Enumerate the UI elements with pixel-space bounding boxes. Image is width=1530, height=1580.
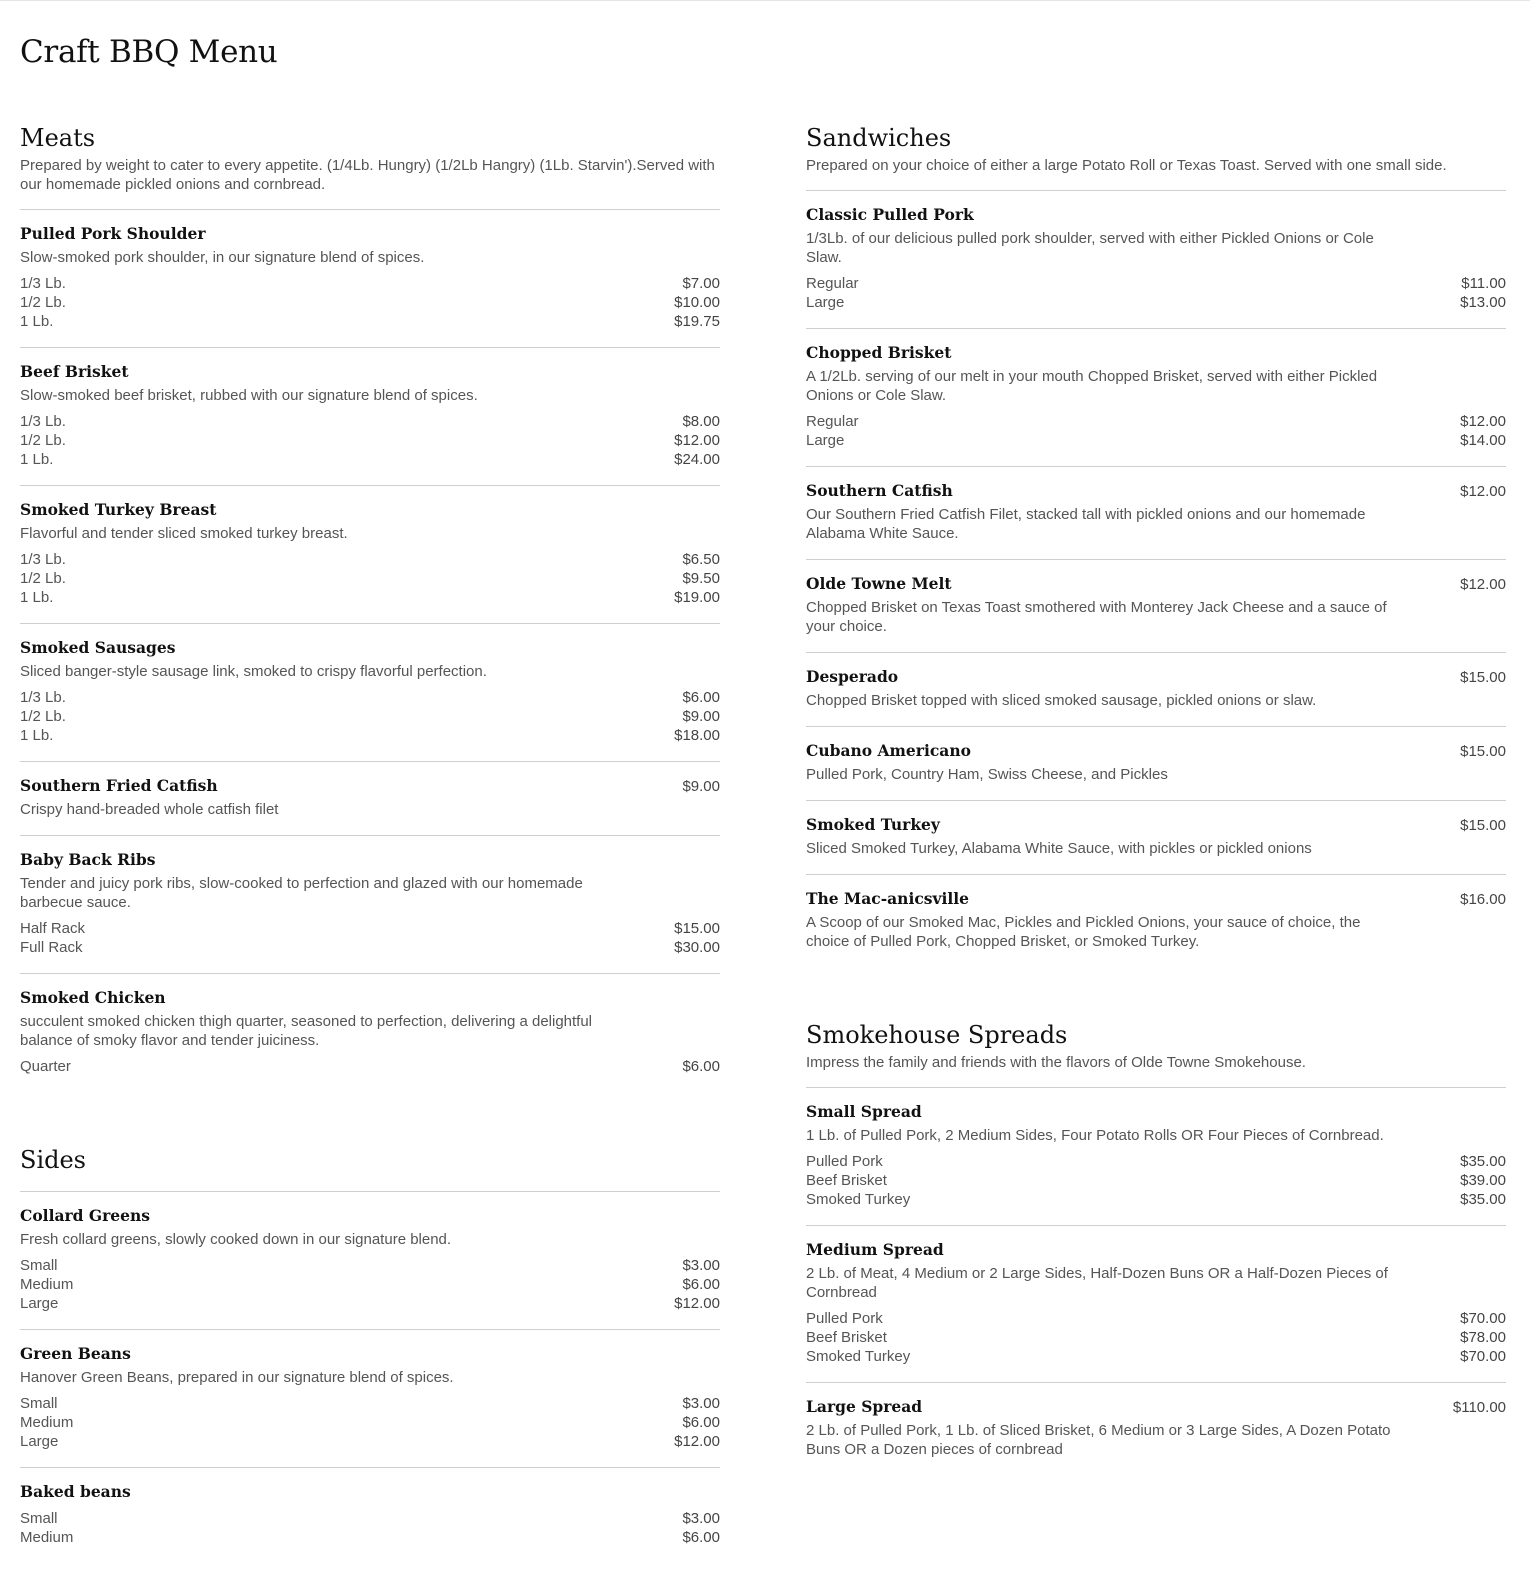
option-price: $12.00: [1460, 413, 1506, 430]
option-price: $6.50: [682, 551, 720, 568]
option-label: 1/2 Lb.: [20, 432, 66, 449]
menu-item-price: $110.00: [1452, 1399, 1506, 1416]
menu-item-description: 2 Lb. of Meat, 4 Medium or 2 Large Sides, Half-Dozen Buns OR a Half-Dozen Pieces of Cornbread: [806, 1265, 1388, 1301]
option-price: $8.00: [682, 413, 720, 430]
option-price: $70.00: [1460, 1310, 1506, 1327]
menu-item[interactable]: [806, 467, 1506, 560]
menu-item-header: [20, 224, 720, 244]
option-price: $9.00: [682, 708, 720, 725]
menu-item-name: Southern Catfish: [806, 481, 953, 500]
menu-item[interactable]: [806, 875, 1506, 967]
menu-item[interactable]: [20, 486, 720, 624]
section-description: Impress the family and friends with the flavors of Olde Towne Smokehouse.: [806, 1054, 1306, 1071]
menu-column-right: [806, 122, 1506, 1475]
menu-item-name: Large Spread: [806, 1397, 923, 1416]
menu-item-price: $16.00: [1460, 891, 1506, 908]
menu-item-description: Pulled Pork, Country Ham, Swiss Cheese, and Pickles: [806, 766, 1168, 783]
price-option: [20, 1528, 720, 1547]
price-option: [806, 274, 1506, 293]
option-label: Pulled Pork: [806, 1310, 883, 1327]
option-price: $3.00: [682, 1257, 720, 1274]
option-label: Large: [806, 294, 845, 311]
menu-item-description: Flavorful and tender sliced smoked turkey breast.: [20, 525, 348, 542]
price-option: [806, 412, 1506, 431]
menu-item-name: Smoked Turkey: [806, 815, 940, 834]
option-label: 1/3 Lb.: [20, 689, 66, 706]
option-price: $39.00: [1460, 1172, 1506, 1189]
menu-section-sides: [20, 1144, 720, 1563]
section-description: Prepared on your choice of either a large Potato Roll or Texas Toast. Served with one small side.: [806, 157, 1447, 174]
menu-item[interactable]: [806, 329, 1506, 467]
menu-item-header: [20, 1482, 720, 1502]
section-title: Meats: [20, 124, 96, 152]
price-option: [20, 726, 720, 745]
menu-item-description: Hanover Green Beans, prepared in our signature blend of spices.: [20, 1369, 454, 1386]
menu-section-meats: [20, 122, 720, 1092]
price-option: [20, 412, 720, 431]
option-price: $24.00: [674, 451, 720, 468]
menu-section-smokehouse-spreads: [806, 1019, 1506, 1475]
menu-item-price: $9.00: [682, 778, 720, 795]
menu-item-description: Fresh collard greens, slowly cooked down in our signature blend.: [20, 1231, 452, 1248]
menu-item-header: [806, 815, 1506, 835]
menu-item-header: [806, 1397, 1506, 1417]
price-option: [20, 1413, 720, 1432]
option-label: Medium: [20, 1529, 74, 1546]
option-price: $3.00: [682, 1395, 720, 1412]
option-label: Half Rack: [20, 920, 86, 937]
option-price: $7.00: [682, 275, 720, 292]
option-label: 1/3 Lb.: [20, 413, 66, 430]
option-price: $6.00: [682, 1058, 720, 1075]
menu-item-price: $15.00: [1460, 743, 1506, 760]
menu-item-description: Tender and juicy pork ribs, slow-cooked to perfection and glazed with our homemade barbecue sauce.: [20, 875, 583, 911]
menu-item-description: Slow-smoked beef brisket, rubbed with our signature blend of spices.: [20, 387, 478, 404]
option-label: Smoked Turkey: [806, 1348, 911, 1365]
menu-item-header: [806, 741, 1506, 761]
price-option: [20, 1294, 720, 1313]
menu-item-name: The Mac-anicsville: [806, 889, 970, 908]
menu-item-name: Medium Spread: [806, 1240, 944, 1259]
option-label: Medium: [20, 1276, 74, 1293]
menu-item-price: $12.00: [1460, 483, 1506, 500]
menu-item-options: [806, 274, 1506, 312]
menu-item-name: Classic Pulled Pork: [806, 205, 974, 224]
menu-item-options: [20, 688, 720, 745]
menu-item-price: $15.00: [1460, 817, 1506, 834]
menu-item-price: $12.00: [1460, 576, 1506, 593]
menu-item-description: Sliced banger-style sausage link, smoked to crispy flavorful perfection.: [20, 663, 487, 680]
menu-item-options: [20, 1256, 720, 1313]
price-option: [806, 431, 1506, 450]
price-option: [20, 312, 720, 331]
menu-item-description: A Scoop of our Smoked Mac, Pickles and Pickled Onions, your sauce of choice, the choice of Pulled Pork, Chopped Brisket, or Smoked Turkey.: [806, 914, 1361, 950]
option-label: 1/2 Lb.: [20, 570, 66, 587]
price-option: [20, 431, 720, 450]
option-label: Large: [806, 432, 845, 449]
option-price: $6.00: [682, 1529, 720, 1546]
menu-item-header: [20, 500, 720, 520]
option-label: Small: [20, 1395, 58, 1412]
option-label: Medium: [20, 1414, 74, 1431]
menu-item-options: [20, 1509, 720, 1547]
menu-item-description: Chopped Brisket on Texas Toast smothered with Monterey Jack Cheese and a sauce of your choice.: [806, 599, 1387, 635]
price-option: [20, 1432, 720, 1451]
section-title: Sandwiches: [806, 124, 952, 152]
option-price: $78.00: [1460, 1329, 1506, 1346]
menu-item-header: [806, 1240, 1506, 1260]
menu-item-name: Beef Brisket: [20, 362, 129, 381]
menu-item-name: Pulled Pork Shoulder: [20, 224, 206, 243]
menu-item-header: [20, 988, 720, 1008]
option-price: $6.00: [682, 1276, 720, 1293]
option-price: $30.00: [674, 939, 720, 956]
price-option: [20, 569, 720, 588]
menu-item-header: [20, 850, 720, 870]
section-title: Smokehouse Spreads: [806, 1021, 1068, 1049]
option-label: 1 Lb.: [20, 727, 54, 744]
menu-item[interactable]: [20, 348, 720, 486]
option-price: $19.00: [674, 589, 720, 606]
price-option: [20, 450, 720, 469]
price-option: [806, 293, 1506, 312]
price-option: [806, 1347, 1506, 1366]
price-option: [806, 1190, 1506, 1209]
menu-item-options: [20, 1394, 720, 1451]
menu-item-options: [20, 274, 720, 331]
price-option: [20, 919, 720, 938]
page-title: Craft BBQ Menu: [20, 34, 278, 70]
menu-item-options: [806, 1152, 1506, 1209]
price-option: [20, 1057, 720, 1076]
menu-item-header: [806, 343, 1506, 363]
menu-item-options: [806, 412, 1506, 450]
menu-item[interactable]: [20, 210, 720, 348]
menu-item[interactable]: [20, 624, 720, 762]
option-price: $35.00: [1460, 1153, 1506, 1170]
option-price: $18.00: [674, 727, 720, 744]
menu-item-name: Southern Fried Catfish: [20, 776, 218, 795]
option-label: Beef Brisket: [806, 1172, 887, 1189]
top-border: [0, 0, 1530, 1]
option-label: 1/3 Lb.: [20, 551, 66, 568]
option-label: Large: [20, 1295, 59, 1312]
menu-item-header: [806, 889, 1506, 909]
option-label: Pulled Pork: [806, 1153, 883, 1170]
option-label: 1 Lb.: [20, 589, 54, 606]
menu-item-name: Desperado: [806, 667, 899, 686]
menu-item[interactable]: [806, 191, 1506, 329]
option-price: $3.00: [682, 1510, 720, 1527]
option-label: Small: [20, 1257, 58, 1274]
menu-item-header: [806, 667, 1506, 687]
option-price: $19.75: [674, 313, 720, 330]
menu-item[interactable]: [20, 1330, 720, 1468]
option-price: $35.00: [1460, 1191, 1506, 1208]
menu-item-options: [806, 1309, 1506, 1366]
menu-item-description: Our Southern Fried Catfish Filet, stacked tall with pickled onions and our homemade Alabama White Sauce.: [806, 506, 1366, 542]
price-option: [806, 1171, 1506, 1190]
price-option: [20, 938, 720, 957]
price-option: [20, 274, 720, 293]
option-label: Smoked Turkey: [806, 1191, 911, 1208]
price-option: [806, 1152, 1506, 1171]
price-option: [806, 1328, 1506, 1347]
menu-item-header: [806, 1102, 1506, 1122]
menu-item[interactable]: [806, 1088, 1506, 1226]
menu-item-name: Smoked Turkey Breast: [20, 500, 217, 519]
menu-item[interactable]: [20, 1192, 720, 1330]
menu-item[interactable]: [806, 1226, 1506, 1383]
menu-item-name: Smoked Chicken: [20, 988, 166, 1007]
menu-item[interactable]: [806, 560, 1506, 653]
menu-item-options: [20, 1057, 720, 1076]
option-price: $15.00: [674, 920, 720, 937]
menu-item[interactable]: [20, 1468, 720, 1563]
menu-item[interactable]: [806, 727, 1506, 801]
option-label: Large: [20, 1433, 59, 1450]
menu-item-price: $15.00: [1460, 669, 1506, 686]
menu-item-name: Baby Back Ribs: [20, 850, 156, 869]
menu-item-options: [20, 919, 720, 957]
price-option: [20, 1509, 720, 1528]
menu-item[interactable]: [20, 974, 720, 1092]
menu-item-options: [20, 550, 720, 607]
menu-item[interactable]: [20, 836, 720, 974]
price-option: [20, 707, 720, 726]
option-price: $9.50: [682, 570, 720, 587]
option-price: $6.00: [682, 689, 720, 706]
menu-item-name: Olde Towne Melt: [806, 574, 952, 593]
menu-item-description: A 1/2Lb. serving of our melt in your mouth Chopped Brisket, served with either Pickled Onions or Cole Slaw.: [806, 368, 1378, 404]
menu-item-name: Chopped Brisket: [806, 343, 952, 362]
menu-item-header: [806, 481, 1506, 501]
option-label: 1/3 Lb.: [20, 275, 66, 292]
menu-column-left: [20, 122, 720, 1563]
menu-item-description: 1/3Lb. of our delicious pulled pork shoulder, served with either Pickled Onions or Cole Slaw.: [806, 230, 1374, 266]
option-price: $12.00: [674, 1433, 720, 1450]
option-price: $70.00: [1460, 1348, 1506, 1365]
menu-item-description: Chopped Brisket topped with sliced smoked sausage, pickled onions or slaw.: [806, 692, 1317, 709]
option-price: $13.00: [1460, 294, 1506, 311]
menu-item-description: Sliced Smoked Turkey, Alabama White Sauce, with pickles or pickled onions: [806, 840, 1312, 857]
menu-item[interactable]: [806, 1383, 1506, 1475]
option-label: Quarter: [20, 1058, 71, 1075]
option-label: Beef Brisket: [806, 1329, 887, 1346]
menu-item-options: [20, 412, 720, 469]
menu-item-description: 1 Lb. of Pulled Pork, 2 Medium Sides, Four Potato Rolls OR Four Pieces of Cornbread.: [806, 1127, 1384, 1144]
menu-item[interactable]: [806, 653, 1506, 727]
option-price: $12.00: [674, 432, 720, 449]
menu-item[interactable]: [806, 801, 1506, 875]
price-option: [20, 293, 720, 312]
option-price: $10.00: [674, 294, 720, 311]
menu-item-header: [20, 1344, 720, 1364]
section-title: Sides: [20, 1146, 86, 1174]
price-option: [806, 1309, 1506, 1328]
option-label: Small: [20, 1510, 58, 1527]
option-label: 1 Lb.: [20, 313, 54, 330]
menu-item-description: Slow-smoked pork shoulder, in our signature blend of spices.: [20, 249, 425, 266]
option-price: $6.00: [682, 1414, 720, 1431]
option-price: $14.00: [1460, 432, 1506, 449]
menu-item-name: Small Spread: [806, 1102, 922, 1121]
option-label: Regular: [806, 413, 859, 430]
menu-item-header: [20, 638, 720, 658]
option-label: Regular: [806, 275, 859, 292]
section-description: Prepared by weight to cater to every appetite. (1/4Lb. Hungry) (1/2Lb Hangry) (1Lb. Starvin').Served with our homemade pickled onions and cornbread.: [20, 157, 715, 193]
option-label: Full Rack: [20, 939, 83, 956]
price-option: [20, 1275, 720, 1294]
price-option: [20, 550, 720, 569]
option-label: 1 Lb.: [20, 451, 54, 468]
menu-item-name: Collard Greens: [20, 1206, 151, 1225]
menu-item-description: 2 Lb. of Pulled Pork, 1 Lb. of Sliced Brisket, 6 Medium or 3 Large Sides, A Dozen Potato Buns OR a Dozen pieces of cornbread: [806, 1422, 1391, 1458]
menu-item[interactable]: [20, 762, 720, 836]
price-option: [20, 588, 720, 607]
option-price: $12.00: [674, 1295, 720, 1312]
price-option: [20, 1394, 720, 1413]
menu-item-name: Cubano Americano: [806, 741, 971, 760]
menu-item-name: Baked beans: [20, 1482, 131, 1501]
menu-item-header: [20, 776, 720, 796]
option-label: 1/2 Lb.: [20, 708, 66, 725]
menu-item-header: [806, 205, 1506, 225]
option-price: $11.00: [1461, 275, 1506, 292]
menu-item-header: [20, 1206, 720, 1226]
menu-item-header: [20, 362, 720, 382]
menu-item-header: [806, 574, 1506, 594]
menu-section-sandwiches: [806, 122, 1506, 967]
menu-item-name: Green Beans: [20, 1344, 131, 1363]
menu-item-description: succulent smoked chicken thigh quarter, seasoned to perfection, delivering a delightful balance of smoky flavor and tender juiciness.: [20, 1013, 593, 1049]
option-label: 1/2 Lb.: [20, 294, 66, 311]
menu-item-description: Crispy hand-breaded whole catfish filet: [20, 801, 279, 818]
menu-item-name: Smoked Sausages: [20, 638, 176, 657]
price-option: [20, 688, 720, 707]
price-option: [20, 1256, 720, 1275]
